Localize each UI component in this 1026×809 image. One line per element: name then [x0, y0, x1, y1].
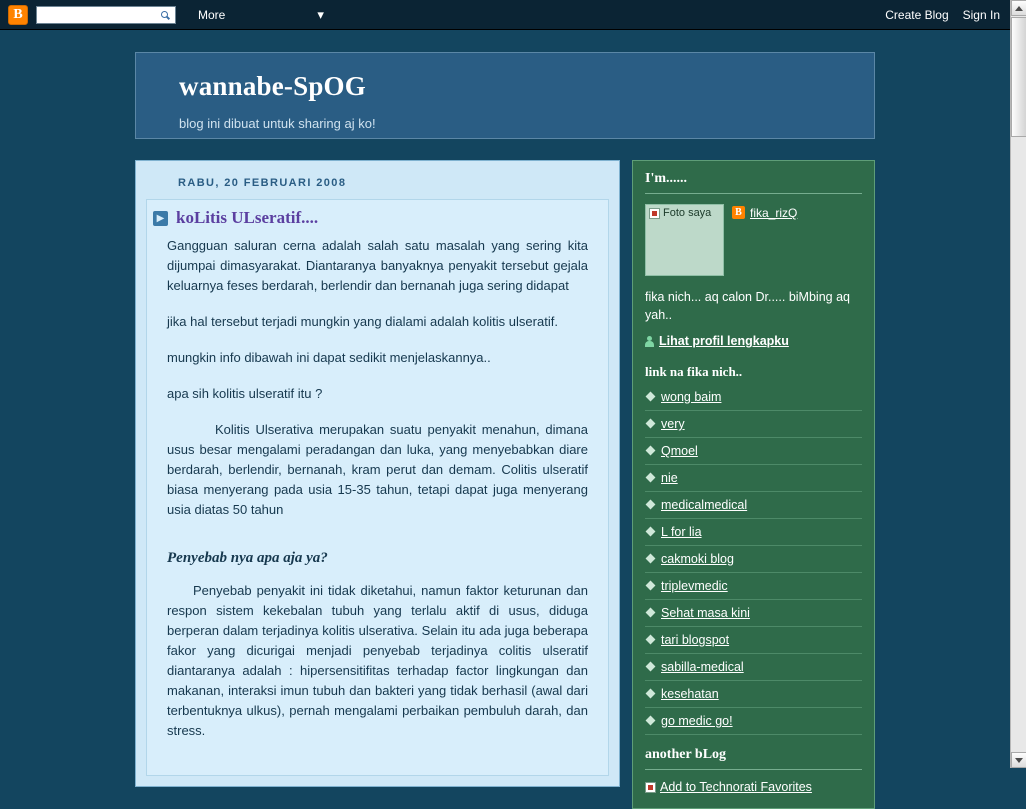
broken-image-icon	[649, 208, 660, 219]
navbar-right	[885, 8, 1016, 22]
sidebar	[632, 160, 875, 809]
list-item[interactable]	[645, 411, 862, 438]
profile-name-row	[732, 204, 797, 276]
broken-image-icon	[645, 782, 656, 793]
page-body	[0, 52, 1008, 794]
search-input[interactable]	[40, 8, 154, 22]
sidebar-link[interactable]: kesehatan	[661, 687, 719, 701]
sidebar-link[interactable]: medicalmedical	[661, 498, 748, 512]
blog-post	[146, 199, 609, 776]
post-paragraph: apa sih kolitis ulseratif itu ?	[167, 386, 323, 401]
technorati-badge[interactable]	[645, 780, 862, 794]
search-button[interactable]	[154, 7, 174, 23]
blog-description: blog ini dibuat untuk sharing aj ko!	[179, 116, 376, 131]
post-paragraph: Penyebab penyakit ini tidak diketahui, namun faktor keturunan dan respon sistem kekebalan tubuh yang terlalu aktif di usus, diduga berperan dalam terjadinya kolitis ulserativa. Selain itu ada juga beberapa fakor yang dicurigai menjadi penyebab terjadinya colitis ulseratif diantaranya adalah : hipersensitifitas terhadap factor lingkungan dan makanan, interaksi imun tubuh dan bakteri yang tidak berhasil (awal dari terbentuknya ulkus), pernah mengalami perbaikan pembuluh darah, dan stress.	[167, 583, 588, 738]
sidebar-link[interactable]: very	[661, 417, 685, 431]
person-icon	[645, 336, 654, 347]
create-blog-link[interactable]: Create Blog	[885, 7, 949, 22]
profile-section	[645, 204, 862, 276]
blogger-profile-icon: B	[732, 206, 745, 219]
content-columns	[135, 160, 875, 809]
profile-photo[interactable]	[645, 204, 724, 276]
post-paragraph: mungkin info dibawah ini dapat sedikit menjelaskannya..	[167, 350, 491, 365]
sidebar-link[interactable]: cakmoki blog	[661, 552, 734, 566]
list-item[interactable]	[645, 681, 862, 708]
list-item[interactable]	[645, 519, 862, 546]
view-full-profile-link[interactable]: Lihat profil lengkapku	[659, 334, 789, 348]
main-column	[135, 160, 620, 787]
list-item[interactable]	[645, 654, 862, 681]
sidebar-link[interactable]: triplevmedic	[661, 579, 728, 593]
blog-wrapper	[135, 52, 875, 809]
post-bullet-icon: ▶	[153, 211, 168, 226]
blog-header	[135, 52, 875, 139]
scrollbar-thumb[interactable]	[1011, 17, 1026, 137]
search-box[interactable]	[36, 6, 176, 24]
list-item[interactable]	[645, 546, 862, 573]
post-title[interactable]: koLitis ULseratif....	[176, 208, 319, 227]
sidebar-link[interactable]: Qmoel	[661, 444, 698, 458]
list-item[interactable]	[645, 465, 862, 492]
more-menu[interactable]: More	[198, 7, 226, 22]
list-item[interactable]	[645, 384, 862, 411]
search-icon	[161, 11, 168, 18]
sidebar-link[interactable]: tari blogspot	[661, 633, 730, 647]
sidebar-profile-title: I'm......	[645, 171, 862, 194]
sidebar-link[interactable]: wong baim	[661, 390, 722, 404]
post-date-header: RABU, 20 FEBRUARI 2008	[178, 177, 347, 189]
list-item[interactable]	[645, 708, 862, 735]
post-paragraph: jika hal tersebut terjadi mungkin yang dialami adalah kolitis ulseratif.	[167, 314, 558, 329]
post-paragraph: Kolitis Ulserativa merupakan suatu penyakit menahun, dimana usus besar mengalami peradangan dan luka, yang menyebabkan diare berdarah, berlendir, bernanah, kram perut dan demam. Colitis ulseratif biasa menyerang pada usia 15-35 tahun, tetapi dapat juga menyerang usia diatas 50 tahun	[167, 422, 588, 517]
scroll-up-button[interactable]	[1011, 0, 1026, 16]
profile-name-link[interactable]: fika_rizQ	[750, 206, 798, 220]
post-paragraph: Gangguan saluran cerna adalah salah satu masalah yang sering kita dijumpai dimasyarakat. Diantaranya banyaknya penyakit tersebut gejala keluarnya feses berdarah, berlendir dan bernanah juga sering didapat	[167, 238, 588, 293]
view-profile-row[interactable]	[645, 334, 862, 348]
blogger-navbar	[0, 0, 1024, 30]
sidebar-link[interactable]: L for lia	[661, 525, 702, 539]
chevron-down-icon[interactable]: ▾	[317, 6, 324, 22]
sidebar-link[interactable]: go medic go!	[661, 714, 733, 728]
sidebar-link-list	[645, 384, 862, 735]
list-item[interactable]	[645, 627, 862, 654]
list-item[interactable]	[645, 438, 862, 465]
sign-in-link[interactable]: Sign In	[962, 7, 1000, 22]
sidebar-link[interactable]: sabilla-medical	[661, 660, 744, 674]
sidebar-link[interactable]: Sehat masa kini	[661, 606, 750, 620]
scroll-down-button[interactable]	[1011, 752, 1026, 768]
sidebar-link[interactable]: nie	[661, 471, 678, 485]
post-subheading: Penyebab nya apa aja ya?	[167, 550, 328, 566]
vertical-scrollbar[interactable]	[1010, 0, 1026, 768]
profile-description: fika nich... aq calon Dr..... biMbing aq yah..	[645, 290, 850, 322]
technorati-label[interactable]: Add to Technorati Favorites	[660, 780, 812, 794]
blogger-logo-icon[interactable]: B	[8, 5, 28, 25]
list-item[interactable]	[645, 600, 862, 627]
blog-title[interactable]: wannabe-SpOG	[179, 71, 366, 101]
profile-photo-alt: Foto saya	[663, 207, 712, 219]
post-body	[167, 236, 588, 741]
list-item[interactable]	[645, 492, 862, 519]
links-section-title: link na fika nich..	[645, 364, 743, 379]
post-title-row	[153, 208, 588, 228]
another-blog-title: another bLog	[645, 747, 862, 770]
list-item[interactable]	[645, 573, 862, 600]
